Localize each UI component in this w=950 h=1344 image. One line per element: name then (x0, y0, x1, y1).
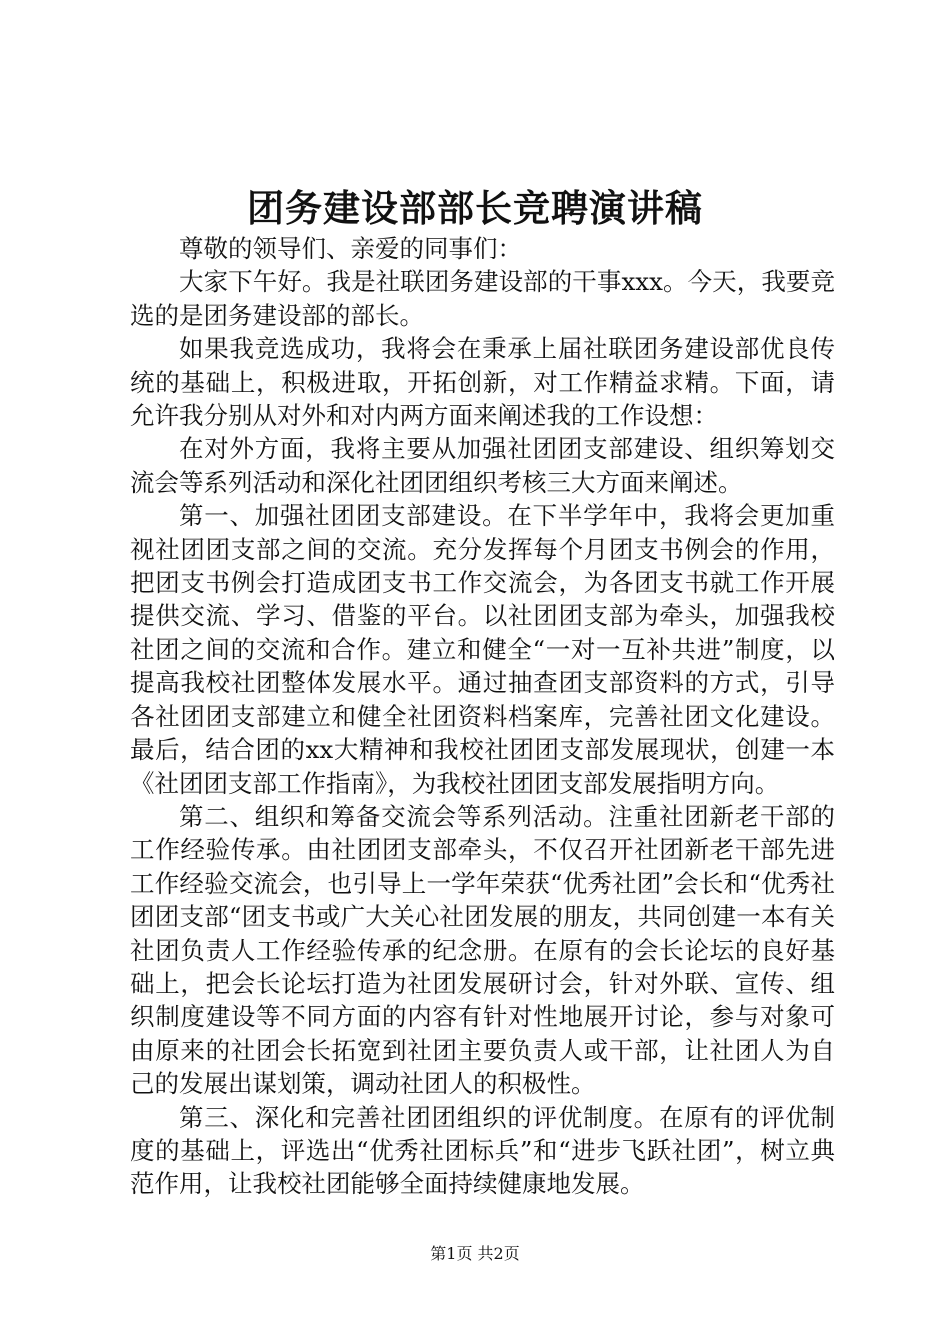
first-point-paragraph: 第一、加强社团团支部建设。在下半学年中，我将会更加重视社团团支部之间的交流。充分发挥每个月团支书例会的作用，把团支书例会打造成团支书工作交流会，为各团支书就工作开展提供交流、学习、借鉴的平台。以社团团支部为牵头，加强我校社团之间的交流和合作。建立和健全“一对一互补共进”制度，以提高我校社团整体发展水平。通过抽查团支部资料的方式，引导各社团团支部建立和健全社团资料档案库，完善社团文化建设。最后，结合团的xx大精神和我校社团团支部发展现状，创建一本《社团团支部工作指南》，为我校社团团支部发展指明方向。 (130, 501, 835, 798)
page-footer (0, 1243, 950, 1265)
page-total: 共2页 (477, 1244, 520, 1263)
third-point-paragraph: 第三、深化和完善社团团组织的评优制度。在原有的评优制度的基础上，评选出“优秀社团标兵”和“进步飞跃社团”，树立典范作用，让我校社团能够全面持续健康地发展。 (130, 1102, 835, 1199)
external-overview-paragraph: 在对外方面，我将主要从加强社团团支部建设、组织筹划交流会等系列活动和深化社团团组织考核三大方面来阐述。 (130, 434, 835, 497)
document-title: 团务建设部部长竞聘演讲稿 (247, 186, 703, 230)
page-number: 第1页 (430, 1244, 473, 1263)
second-point-paragraph: 第二、组织和筹备交流会等系列活动。注重社团新老干部的工作经验传承。由社团团支部牵头，不仅召开社团新老干部先进工作经验交流会，也引导上一学年荣获“优秀社团”会长和“优秀社团团支部“团支书或广大关心社团发展的朋友，共同创建一本有关社团负责人工作经验传承的纪念册。在原有的会长论坛的良好基础上，把会长论坛打造为社团发展研讨会，针对外联、宣传、组织制度建设等不同方面的内容有针对性地展开讨论，参与对象可由原来的社团会长拓宽到社团主要负责人或干部，让社团人为自己的发展出谋划策，调动社团人的积极性。 (130, 801, 835, 1099)
salutation-paragraph: 尊敬的领导们、亲爱的同事们： (179, 234, 522, 263)
greeting-paragraph: 大家下午好。我是社联团务建设部的干事xxx。今天，我要竞选的是团务建设部的部长。 (130, 267, 835, 330)
intent-paragraph: 如果我竞选成功，我将会在秉承上届社联团务建设部优良传统的基础上，积极进取，开拓创新，对工作精益求精。下面，请允许我分别从对外和对内两方面来阐述我的工作设想： (130, 334, 835, 431)
document-body (130, 232, 835, 1201)
